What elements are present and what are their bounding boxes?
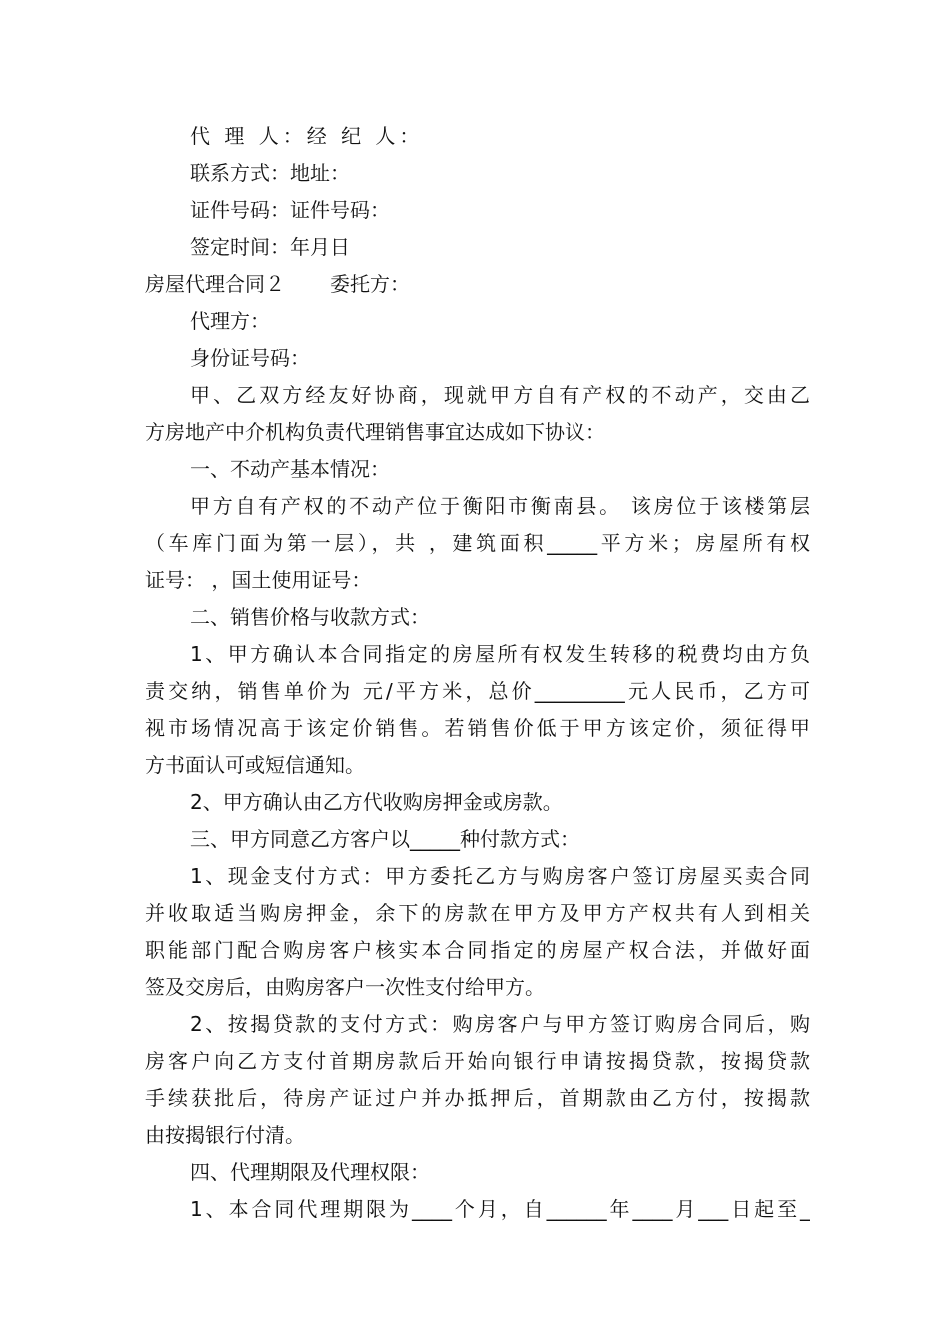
mortgage-paragraph-line: 手续获批后，待房产证过户并办抵押后，首期款由乙方付，按揭款 [145, 1086, 810, 1110]
intro-paragraph-line: 甲、乙双方经友好协商，现就甲方自有产权的不动产，交由乙 [190, 383, 810, 407]
section-heading: 四、代理期限及代理权限： [190, 1160, 430, 1184]
price-paragraph-line: 视市场情况高于该定价销售。若销售价低于甲方该定价，须征得甲 [145, 716, 810, 740]
property-paragraph-line: （车库门面为第一层），共 ，建筑面积_____平方米；房屋所有权 [145, 531, 810, 555]
property-paragraph-line: 甲方自有产权的不动产位于衡阳市衡南县。 该房位于该楼第层 [190, 494, 810, 518]
section-heading: 三、甲方同意乙方客户以_____种付款方式： [190, 827, 580, 851]
cash-payment-paragraph-line: 职能部门配合购房客户核实本合同指定的房屋产权合法，并做好面 [145, 938, 810, 962]
agent-broker-line: 代 理 人：经 纪 人： [190, 124, 424, 148]
contract-title: 房屋代理合同２ [145, 272, 285, 296]
mortgage-paragraph-line: 由按揭银行付清。 [145, 1123, 305, 1147]
mortgage-paragraph-line: 房客户向乙方支付首期房款后开始向银行申请按揭贷款，按揭贷款 [145, 1049, 810, 1073]
term-paragraph-line: 1、本合同代理期限为____个月，自______年____月___日起至_ [190, 1197, 810, 1221]
price-paragraph-line: 1、甲方确认本合同指定的房屋所有权发生转移的税费均由方负 [190, 642, 810, 666]
cash-payment-paragraph-line: 签及交房后，由购房客户一次性支付给甲方。 [145, 975, 545, 999]
signing-date-line: 签定时间：年月日 [190, 235, 350, 259]
deposit-paragraph-line: 2、甲方确认由乙方代收购房押金或房款。 [190, 790, 563, 814]
id-number-line: 证件号码：证件号码： [190, 198, 390, 222]
mortgage-paragraph-line: 2、按揭贷款的支付方式：购房客户与甲方签订购房合同后，购 [190, 1012, 810, 1036]
id-card-line: 身份证号码： [190, 346, 310, 370]
price-paragraph-line: 方书面认可或短信通知。 [145, 753, 365, 777]
contact-address-line: 联系方式：地址： [190, 161, 350, 185]
section-heading: 二、销售价格与收款方式： [190, 605, 430, 629]
section-heading: 一、不动产基本情况： [190, 457, 390, 481]
document-body [145, 118, 810, 1228]
agent-party-line: 代理方： [190, 309, 270, 333]
cash-payment-paragraph-line: 1、现金支付方式：甲方委托乙方与购房客户签订房屋买卖合同 [190, 864, 810, 888]
property-paragraph-line: 证号： ，国土使用证号： [145, 568, 372, 592]
contract-heading-line [145, 266, 810, 303]
price-paragraph-line: 责交纳，销售单价为 元/平方米，总价_________元人民币，乙方可 [145, 679, 810, 703]
cash-payment-paragraph-line: 并收取适当购房押金，余下的房款在甲方及甲方产权共有人到相关 [145, 901, 810, 925]
intro-paragraph-line: 方房地产中介机构负责代理销售事宜达成如下协议： [145, 420, 605, 444]
principal-label: 委托方： [330, 272, 410, 296]
